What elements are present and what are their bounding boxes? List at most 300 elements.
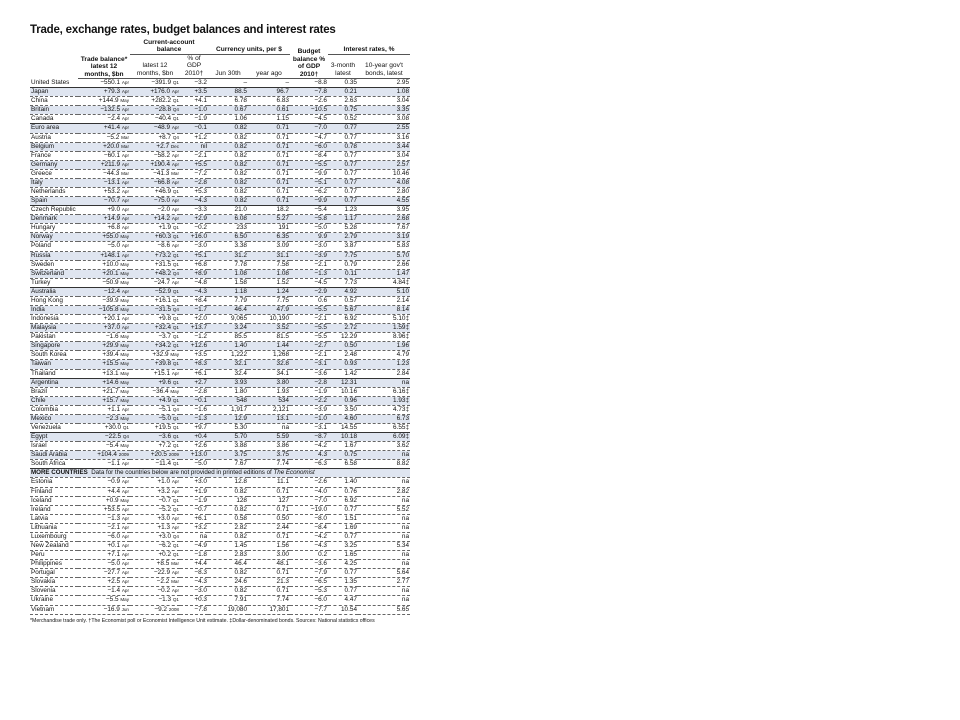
cur-year-cell	[248, 396, 290, 405]
ca-latest-cell	[130, 315, 180, 324]
trade-cell-value: +41.4	[103, 124, 121, 132]
int-3m-cell	[328, 442, 358, 451]
country-cell	[30, 560, 78, 569]
cur-jun-cell	[208, 596, 248, 605]
int-3m-cell	[328, 551, 358, 560]
int-10y-cell-value: 2.66	[396, 260, 410, 268]
budget-cell-value: −2.6	[314, 478, 327, 486]
ca-gdp-cell-value: +4.4	[194, 560, 207, 568]
ca-gdp-cell	[180, 351, 208, 360]
trade-cell-period: Q1	[122, 425, 129, 430]
header-ca-latest: latest 12 months, $bn	[130, 54, 180, 78]
country-cell-value: Taiwan	[31, 360, 51, 368]
table-row	[30, 378, 410, 387]
int-10y-cell-value: na	[401, 587, 410, 595]
country-cell-value: Belgium	[31, 142, 55, 150]
ca-gdp-cell-value: +8.4	[194, 296, 207, 304]
ca-gdp-cell-value: +5.1	[194, 251, 207, 259]
int-10y-cell-value: 4.08	[396, 178, 410, 186]
cur-jun-cell-value: 31.2	[234, 251, 247, 259]
int-10y-cell-value: 6.09‡	[393, 433, 410, 441]
cur-year-cell	[248, 133, 290, 142]
cur-year-cell	[248, 514, 290, 523]
ca-latest-cell-value: −9.2	[154, 605, 167, 613]
cur-year-cell	[248, 369, 290, 378]
ca-gdp-cell-value: +5.5	[194, 160, 207, 168]
cur-jun-cell	[208, 115, 248, 124]
cur-jun-cell	[208, 424, 248, 433]
int-10y-cell	[358, 442, 410, 451]
cur-jun-cell-value: 88.5	[234, 88, 247, 96]
cur-year-cell	[248, 560, 290, 569]
ca-gdp-cell	[180, 542, 208, 551]
ca-gdp-cell-value: −4.3	[194, 197, 207, 205]
int-3m-cell	[328, 233, 358, 242]
int-10y-cell	[358, 342, 410, 351]
trade-cell-period: Apr	[121, 316, 129, 322]
table-row	[30, 551, 410, 560]
cur-jun-cell	[208, 142, 248, 151]
trade-cell-value: −5.2	[106, 133, 120, 141]
country-cell	[30, 387, 78, 396]
ca-gdp-cell-value: +1.2	[194, 133, 207, 141]
int-10y-cell-value: 3.44	[396, 142, 410, 150]
header-ca-gdp: % of GDP 2010†	[180, 54, 208, 78]
ca-latest-cell	[130, 142, 180, 151]
ca-latest-cell-value: −52.9	[154, 287, 172, 295]
more-countries-label: MORE COUNTRIES	[31, 469, 88, 477]
budget-cell-value: −8.7	[314, 433, 327, 441]
budget-cell-value: −8.0	[314, 514, 327, 522]
int-3m-cell	[328, 369, 358, 378]
cur-year-cell	[248, 305, 290, 314]
cur-jun-cell	[208, 197, 248, 206]
trade-cell	[78, 605, 130, 614]
ca-latest-cell-value: −36.4	[152, 387, 169, 395]
int-10y-cell-value: 2.68	[396, 215, 410, 223]
trade-cell	[78, 224, 130, 233]
country-cell	[30, 478, 78, 487]
trade-cell-value: −2.1	[107, 523, 121, 531]
int-3m-cell	[328, 351, 358, 360]
cur-year-cell	[248, 169, 290, 178]
cur-year-cell	[248, 124, 290, 133]
ca-latest-cell	[130, 197, 180, 206]
cur-jun-cell-value: 3.75	[234, 451, 247, 459]
cur-jun-cell-value: 7.67	[234, 460, 247, 468]
ca-latest-cell	[130, 106, 180, 115]
trade-cell-period: May	[120, 279, 129, 285]
trade-cell-value: +14.6	[102, 378, 119, 386]
cur-year-cell	[248, 160, 290, 169]
ca-latest-cell-value: +3.0	[158, 532, 172, 540]
budget-cell-value: −1.9	[314, 387, 327, 395]
trade-cell	[78, 596, 130, 605]
int-10y-cell-value: 1.59‡	[393, 324, 410, 332]
trade-cell	[78, 106, 130, 115]
ca-gdp-cell	[180, 97, 208, 106]
int-3m-cell-value: 1.35	[344, 578, 357, 586]
country-cell-value: Switzerland	[31, 269, 65, 277]
cur-jun-cell	[208, 88, 248, 97]
trade-cell-value: −550.1	[100, 79, 121, 87]
country-cell	[30, 287, 78, 296]
budget-cell-value: −3.6	[314, 369, 327, 377]
ca-latest-cell-period: Q1	[172, 361, 179, 367]
trade-cell	[78, 97, 130, 106]
header-currency: Currency units, per $	[208, 39, 290, 54]
ca-latest-cell-value: +39.8	[154, 360, 172, 368]
trade-cell	[78, 197, 130, 206]
int-3m-cell-value: 0.77	[344, 532, 357, 540]
country-cell	[30, 451, 78, 460]
cur-jun-cell-value: 1.40	[234, 342, 247, 350]
cur-jun-cell-value: 32.4	[234, 369, 247, 377]
budget-cell-value: −4.2	[314, 532, 327, 540]
int-3m-cell	[328, 378, 358, 387]
trade-cell	[78, 79, 130, 88]
budget-cell	[290, 97, 328, 106]
budget-cell-value: −3.1	[314, 424, 327, 431]
budget-cell	[290, 206, 328, 215]
int-3m-cell-value: 0.77	[344, 197, 357, 205]
trade-cell	[78, 414, 130, 423]
ca-gdp-cell	[180, 169, 208, 178]
cur-year-cell	[248, 433, 290, 442]
cur-year-cell-value: 17,801	[269, 605, 289, 613]
cur-jun-cell-value: 21.0	[234, 206, 247, 214]
cur-jun-cell	[208, 487, 248, 496]
trade-cell	[78, 442, 130, 451]
cur-year-cell	[248, 587, 290, 596]
int-3m-cell-value: 10.54	[341, 605, 357, 613]
int-10y-cell-value: 1.08	[396, 88, 410, 96]
int-10y-cell	[358, 405, 410, 414]
ca-gdp-cell	[180, 587, 208, 596]
trade-cell	[78, 451, 130, 460]
trade-cell	[78, 387, 130, 396]
country-cell	[30, 596, 78, 605]
int-10y-cell	[358, 542, 410, 551]
ca-latest-cell-value: +9.6	[158, 378, 172, 386]
table-row	[30, 251, 410, 260]
int-3m-cell-value: 0.77	[344, 505, 357, 513]
ca-latest-cell-value: −5.0	[158, 414, 172, 422]
int-3m-cell-value: 3.50	[344, 405, 357, 413]
cur-jun-cell	[208, 514, 248, 523]
ca-latest-cell-value: +282.2	[151, 97, 172, 105]
trade-cell-period: May	[120, 261, 129, 267]
trade-cell-period: 2009	[118, 452, 129, 458]
trade-cell	[78, 124, 130, 133]
ca-latest-cell-period: Q1	[172, 552, 179, 558]
ca-gdp-cell-value: +3.5	[194, 88, 207, 96]
ca-latest-cell-period: Q4	[172, 533, 179, 539]
country-cell	[30, 351, 78, 360]
cur-year-cell-value: 0.71	[276, 569, 289, 577]
int-10y-cell-value: 3.19	[396, 233, 410, 241]
ca-gdp-cell	[180, 79, 208, 88]
ca-latest-cell-value: +16.1	[154, 296, 172, 304]
cur-jun-cell-value: 0.82	[234, 187, 247, 195]
country-cell-value: Chile	[31, 396, 46, 404]
trade-cell-value: +2.5	[107, 578, 121, 586]
int-10y-cell	[358, 460, 410, 469]
budget-cell-value: −4.2	[314, 442, 327, 450]
country-cell-value: Malaysia	[31, 324, 57, 332]
budget-cell	[290, 505, 328, 514]
int-10y-cell-value: na	[401, 478, 410, 486]
int-10y-cell-value: 4.73‡	[393, 405, 410, 413]
trade-cell-period: Apr	[121, 207, 129, 213]
trade-cell-period: Apr	[121, 533, 129, 539]
int-10y-cell	[358, 296, 410, 305]
cur-year-cell-value: 0.61	[276, 106, 289, 114]
budget-cell	[290, 487, 328, 496]
header-cur-jun: Jun 30th	[208, 54, 248, 78]
budget-cell-value: −6.0	[314, 596, 327, 604]
budget-cell-value: −3.0	[314, 242, 327, 250]
cur-jun-cell-value: 3.24	[234, 324, 247, 332]
cur-year-cell	[248, 405, 290, 414]
country-cell	[30, 378, 78, 387]
ca-gdp-cell-value: +6.8	[194, 260, 207, 268]
int-10y-cell	[358, 106, 410, 115]
country-cell	[30, 215, 78, 224]
ca-gdp-cell	[180, 560, 208, 569]
int-3m-cell	[328, 197, 358, 206]
ca-gdp-cell	[180, 233, 208, 242]
cur-year-cell	[248, 360, 290, 369]
trade-cell-value: +1.1	[107, 405, 121, 413]
country-cell-value: Italy	[31, 178, 43, 186]
cur-jun-cell	[208, 578, 248, 587]
int-10y-cell-value: 1.96	[396, 342, 410, 350]
int-3m-cell	[328, 478, 358, 487]
budget-cell-value: −7.8	[314, 88, 327, 96]
ca-gdp-cell	[180, 260, 208, 269]
ca-latest-cell-value: +46.9	[154, 187, 172, 195]
ca-latest-cell-period: Q1	[172, 343, 179, 349]
int-10y-cell	[358, 587, 410, 596]
ca-latest-cell-period: Apr	[171, 161, 179, 167]
country-cell-value: Pakistan	[31, 333, 56, 341]
cur-year-cell	[248, 414, 290, 423]
int-10y-cell-value: 3.04	[396, 151, 410, 159]
int-3m-cell-value: 2.63	[344, 97, 357, 105]
cur-year-cell-value: 0.71	[276, 532, 289, 540]
ca-latest-cell	[130, 305, 180, 314]
ca-gdp-cell	[180, 378, 208, 387]
budget-cell-value: 4.3	[318, 451, 327, 459]
ca-latest-cell	[130, 278, 180, 287]
cur-jun-cell-value: 0.67	[234, 106, 247, 114]
budget-cell-value: −8.4	[314, 523, 327, 531]
int-3m-cell	[328, 260, 358, 269]
ca-latest-cell-period: Mar	[171, 579, 179, 585]
budget-cell-value: −1.3	[314, 269, 327, 277]
int-10y-cell	[358, 333, 410, 342]
int-10y-cell	[358, 605, 410, 614]
int-3m-cell-value: 4.92	[344, 287, 357, 295]
int-10y-cell	[358, 142, 410, 151]
ca-latest-cell-value: −40.4	[154, 115, 172, 123]
country-cell-value: Spain	[31, 197, 48, 205]
table-row	[30, 324, 410, 333]
cur-year-cell-value: 0.71	[276, 151, 289, 159]
table-row	[30, 569, 410, 578]
cur-jun-cell-value: 0.82	[234, 124, 247, 132]
int-3m-cell	[328, 396, 358, 405]
trade-cell-period: Apr	[121, 479, 129, 485]
cur-jun-cell	[208, 351, 248, 360]
budget-cell-value: −7.9	[314, 569, 327, 577]
ca-gdp-cell-value: −0.2	[194, 224, 207, 232]
ca-latest-cell	[130, 451, 180, 460]
trade-cell-period: Apr	[121, 107, 129, 113]
cur-year-cell	[248, 487, 290, 496]
int-3m-cell-value: 12.29	[341, 333, 357, 341]
cur-jun-cell	[208, 478, 248, 487]
budget-cell	[290, 178, 328, 187]
ca-latest-cell-period: Q1	[172, 415, 179, 421]
int-3m-cell	[328, 124, 358, 133]
ca-latest-cell	[130, 405, 180, 414]
cur-jun-cell	[208, 414, 248, 423]
cur-jun-cell-value: –	[243, 79, 247, 87]
cur-jun-cell-value: 12.9	[234, 414, 247, 422]
cur-jun-cell-value: 1.18	[234, 287, 247, 295]
country-cell	[30, 360, 78, 369]
cur-jun-cell-value: 233	[236, 224, 247, 232]
table-row	[30, 596, 410, 605]
int-3m-cell-value: 5.67	[344, 305, 357, 313]
cur-jun-cell-value: 1.58	[234, 278, 247, 286]
country-cell-value: Venezuela	[31, 424, 61, 431]
cur-year-cell	[248, 351, 290, 360]
cur-jun-cell-value: 0.82	[234, 587, 247, 595]
ca-gdp-cell	[180, 88, 208, 97]
ca-latest-cell-period: Mar	[171, 561, 179, 567]
budget-cell-value: 9.9	[318, 233, 327, 241]
int-10y-cell-value: 7.67	[396, 224, 410, 232]
ca-latest-cell-value: −22.9	[153, 569, 171, 577]
cur-jun-cell	[208, 215, 248, 224]
int-3m-cell	[328, 88, 358, 97]
int-3m-cell-value: 0.11	[345, 269, 357, 277]
cur-jun-cell-value: 0.82	[234, 532, 247, 540]
cur-year-cell-value: 31.1	[276, 251, 289, 259]
ca-latest-cell-value: −24.7	[153, 278, 171, 286]
ca-latest-cell-period: Apr	[171, 515, 179, 521]
cur-jun-cell	[208, 342, 248, 351]
cur-year-cell-value: 81.5	[276, 333, 289, 341]
ca-gdp-cell-value: −5.0	[194, 460, 207, 468]
ca-gdp-cell	[180, 387, 208, 396]
cur-year-cell	[248, 233, 290, 242]
budget-cell-value: −5.1	[314, 178, 327, 186]
table-row	[30, 296, 410, 305]
cur-year-cell-value: 3.09	[276, 242, 289, 250]
int-3m-cell	[328, 251, 358, 260]
int-3m-cell-value: 10.18	[341, 433, 357, 441]
cur-jun-cell-value: 12.8	[234, 478, 247, 486]
int-3m-cell	[328, 569, 358, 578]
int-10y-cell-value: 2.14	[396, 296, 410, 304]
trade-cell	[78, 333, 130, 342]
cur-jun-cell-value: 19,080	[227, 605, 247, 613]
country-cell-value: Norway	[31, 233, 53, 241]
trade-cell-period: May	[120, 234, 129, 240]
trade-cell-value: +29.9	[102, 342, 119, 350]
int-3m-cell	[328, 324, 358, 333]
int-3m-cell-value: 0.35	[344, 79, 357, 87]
country-cell-value: Peru	[31, 551, 45, 559]
trade-cell	[78, 215, 130, 224]
int-10y-cell-value: 8.82	[396, 460, 410, 468]
int-3m-cell-value: 4.60	[344, 414, 357, 422]
trade-cell	[78, 424, 130, 433]
table-row	[30, 360, 410, 369]
int-3m-cell	[328, 269, 358, 278]
int-10y-cell	[358, 315, 410, 324]
ca-latest-cell-value: +9.8	[158, 315, 172, 323]
cur-jun-cell-value: 0.82	[234, 197, 247, 205]
ca-latest-cell	[130, 287, 180, 296]
int-10y-cell	[358, 242, 410, 251]
budget-cell-value: −4.7	[314, 133, 327, 141]
table-row	[30, 197, 410, 206]
budget-cell	[290, 124, 328, 133]
int-3m-cell-value: 0.93	[344, 360, 357, 368]
ca-gdp-cell	[180, 278, 208, 287]
table-page	[30, 24, 410, 624]
trade-cell	[78, 296, 130, 305]
table-row	[30, 79, 410, 88]
budget-cell-value: −4.0	[314, 487, 327, 495]
ca-latest-cell-period: Apr	[171, 198, 179, 204]
ca-gdp-cell	[180, 532, 208, 541]
budget-cell-value: −2.2	[314, 396, 327, 404]
cur-year-cell-value: 5.59	[276, 433, 289, 441]
cur-jun-cell-value: 0.82	[234, 169, 247, 177]
trade-cell	[78, 115, 130, 124]
int-3m-cell-value: 1.40	[344, 478, 357, 486]
trade-cell	[78, 269, 130, 278]
int-10y-cell	[358, 387, 410, 396]
budget-cell	[290, 578, 328, 587]
cur-year-cell-value: 47.9	[276, 305, 289, 313]
header-country	[30, 39, 78, 79]
trade-cell-value: +21.7	[102, 387, 119, 395]
ca-gdp-cell-value: −8.3	[194, 569, 207, 577]
int-10y-cell-value: 4.84‡	[393, 278, 410, 286]
int-10y-cell-value: na	[401, 378, 410, 386]
int-10y-cell	[358, 215, 410, 224]
ca-latest-cell-period: Q1	[172, 234, 179, 240]
int-10y-cell	[358, 124, 410, 133]
ca-latest-cell-period: Q4	[172, 134, 179, 140]
int-3m-cell	[328, 596, 358, 605]
trade-cell-value: +20.0	[103, 142, 120, 150]
ca-latest-cell-value: −66.8	[153, 178, 171, 186]
country-cell-value: Hungary	[31, 224, 56, 232]
trade-cell	[78, 478, 130, 487]
ca-gdp-cell	[180, 451, 208, 460]
cur-jun-cell	[208, 187, 248, 196]
trade-cell-period: Apr	[121, 89, 129, 95]
cur-year-cell	[248, 596, 290, 605]
